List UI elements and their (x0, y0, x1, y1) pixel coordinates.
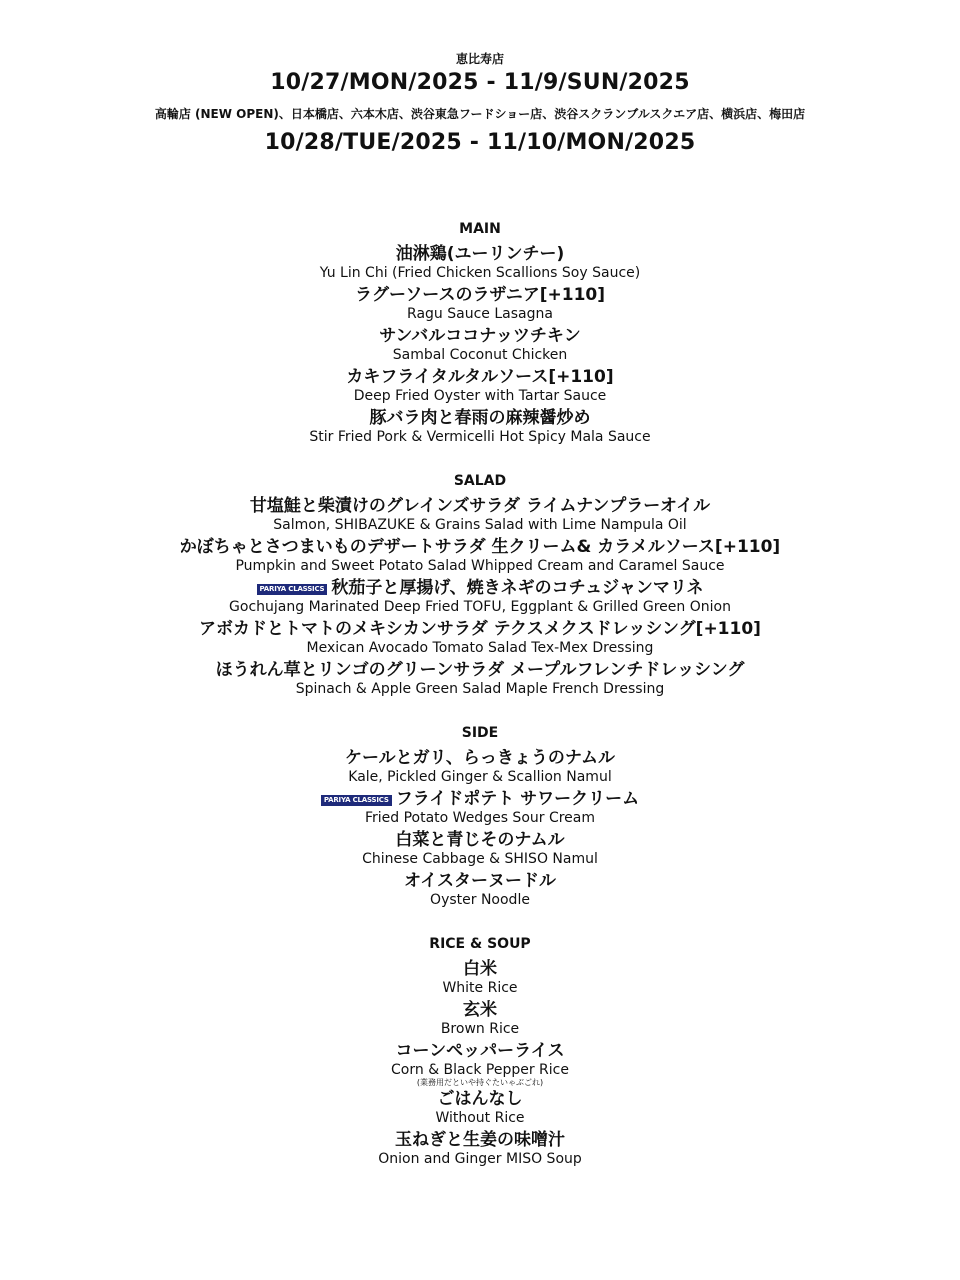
menu-item (0, 619, 960, 657)
date-range-primary: 10/27/MON/2025 - 11/9/SUN/2025 (270, 70, 690, 95)
menu-item (0, 871, 960, 909)
item-name-en: Fried Potato Wedges Sour Cream (364, 810, 596, 826)
menu-item (0, 748, 960, 786)
item-name-en: Salmon, SHIBAZUKE & Grains Salad with Lime Nampula Oil (273, 517, 687, 533)
item-name-en: Yu Lin Chi (Fried Chicken Scallions Soy Sauce) (319, 265, 641, 281)
item-name-jp: アボカドとトマトのメキシカンサラダ テクスメクスドレッシング[+110] (199, 619, 761, 639)
item-name-jp: 玄米 (463, 1000, 497, 1020)
item-name-jp: ごはんなし (437, 1089, 523, 1109)
item-name-en: Onion and Ginger MISO Soup (378, 1151, 582, 1167)
menu-item (0, 326, 960, 364)
menu-item (0, 1041, 960, 1088)
menu-item (0, 830, 960, 868)
item-name-jp: カキフライタルタルソース[+110] (346, 367, 614, 387)
menu-item (0, 537, 960, 575)
section-title: RICE & SOUP (429, 936, 531, 952)
pariya-classics-badge: PARIYA CLASSICS (321, 795, 392, 806)
item-name-en: Without Rice (435, 1110, 525, 1126)
item-name-en: Brown Rice (440, 1021, 520, 1037)
item-name-en: White Rice (442, 980, 518, 996)
menu-item (0, 959, 960, 997)
section-side (0, 724, 960, 909)
menu-item (0, 1089, 960, 1127)
date-range-secondary: 10/28/TUE/2025 - 11/10/MON/2025 (264, 130, 696, 155)
item-name-en: Deep Fried Oyster with Tartar Sauce (353, 388, 607, 404)
item-name-jp: 豚バラ肉と春雨の麻辣醤炒め (369, 408, 591, 428)
item-name-jp: かぼちゃとさつまいものデザートサラダ 生クリーム& カラメルソース[+110] (179, 537, 781, 557)
section-main (0, 220, 960, 446)
item-name-jp: ケールとガリ、らっきょうのナムル (345, 748, 615, 768)
item-name-en: Stir Fried Pork & Vermicelli Hot Spicy Mala Sauce (309, 429, 651, 445)
item-name-en: Kale, Pickled Ginger & Scallion Namul (348, 769, 612, 785)
item-name-en: Mexican Avocado Tomato Salad Tex-Mex Dressing (306, 640, 654, 656)
item-name-jp: ほうれん草とリンゴのグリーンサラダ メープルフレンチドレッシング (215, 660, 745, 680)
item-name-jp: コーンペッパーライス (395, 1041, 565, 1061)
store-name: 恵比寿店 (455, 52, 504, 66)
item-name-jp: 白米 (463, 959, 497, 979)
item-name-jp: 油淋鶏(ユーリンチー) (395, 244, 565, 264)
item-note: (業務用だといや持ぐたいゃぶごれ) (416, 1078, 544, 1087)
item-name-en: Sambal Coconut Chicken (392, 347, 568, 363)
item-name-jp: 甘塩鮭と柴漬けのグレインズサラダ ライムナンプラーオイル (249, 496, 711, 516)
item-name-en: Spinach & Apple Green Salad Maple French Dressing (295, 681, 665, 697)
header (0, 0, 960, 158)
pariya-classics-badge: PARIYA CLASSICS (257, 584, 328, 595)
item-name-jp: 白菜と青じそのナムル (395, 830, 565, 850)
menu-item (0, 578, 960, 616)
item-name-jp: サンバルココナッツチキン (379, 326, 581, 346)
item-name-en: Chinese Cabbage & SHISO Namul (362, 851, 598, 867)
item-name-jp: 玉ねぎと生姜の味噌汁 (395, 1130, 565, 1150)
item-name-jp: オイスターヌードル (404, 871, 556, 891)
item-name-jp-row (0, 789, 960, 809)
menu-item (0, 408, 960, 446)
item-name-jp: フライドポテト サワークリーム (395, 789, 640, 809)
menu-item (0, 789, 960, 827)
item-name-en: Corn & Black Pepper Rice (391, 1062, 569, 1078)
menu-item (0, 1000, 960, 1038)
item-name-en: Pumpkin and Sweet Potato Salad Whipped Cream and Caramel Sauce (235, 558, 725, 574)
section-rice-soup (0, 935, 960, 1168)
item-name-jp-row (0, 578, 960, 598)
menu-item (0, 367, 960, 405)
item-name-en: Gochujang Marinated Deep Fried TOFU, Eggplant & Grilled Green Onion (229, 599, 731, 615)
item-name-jp: ラグーソースのラザニア[+110] (354, 285, 606, 305)
stores-list: 高輪店 (NEW OPEN)、日本橋店、六本木店、渋谷東急フードショー店、渋谷スクランブルスクエア店、横浜店、梅田店 (154, 107, 806, 121)
section-title: MAIN (459, 221, 501, 237)
section-salad (0, 472, 960, 698)
menu-item (0, 1130, 960, 1168)
item-name-en: Oyster Noodle (430, 892, 530, 908)
menu-item (0, 244, 960, 282)
menu-item (0, 660, 960, 698)
item-name-jp: 秋茄子と厚揚げ、焼きネギのコチュジャンマリネ (331, 578, 704, 598)
menu-item (0, 285, 960, 323)
section-title: SALAD (453, 473, 507, 489)
item-name-en: Ragu Sauce Lasagna (407, 306, 553, 322)
menu-item (0, 496, 960, 534)
section-title: SIDE (461, 725, 499, 741)
